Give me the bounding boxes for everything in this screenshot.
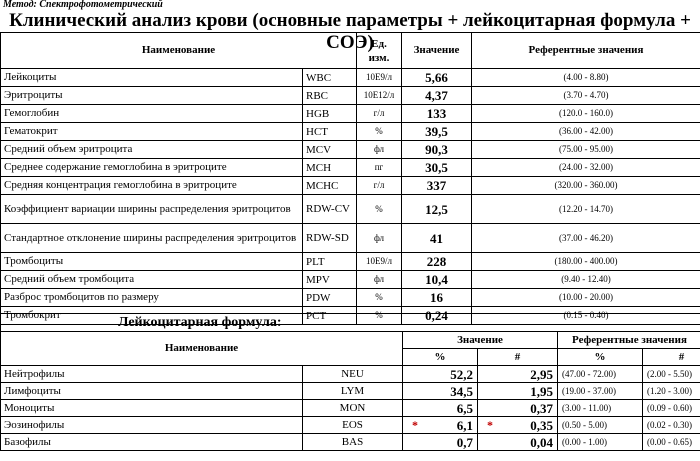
param-code: PDW [303, 289, 357, 307]
param-ref: (0.15 - 0.40) [472, 307, 700, 325]
leuko-subheader-abs: # [478, 349, 558, 366]
leuko-abs-cell [478, 434, 558, 451]
param-value: 30,5 [402, 159, 472, 177]
leuko-header-row [1, 332, 700, 349]
table-row [1, 195, 700, 224]
table-row [1, 271, 700, 289]
param-unit: % [357, 289, 402, 307]
leuko-ref-abs: (2.00 - 5.50) [643, 366, 700, 383]
param-value: 5,66 [402, 69, 472, 87]
leuko-code: EOS [303, 417, 403, 434]
param-value: 4,37 [402, 87, 472, 105]
param-code: MCHC [303, 177, 357, 195]
leuko-abs: 0,37 [530, 400, 554, 416]
table-row [1, 105, 700, 123]
leuko-abs-cell [478, 366, 558, 383]
leuko-ref-abs: (0.09 - 0.60) [643, 400, 700, 417]
header-value: Значение [402, 33, 472, 69]
leuko-abs: 1,95 [530, 383, 554, 399]
header-ref: Референтные значения [472, 33, 700, 69]
param-unit: фл [357, 141, 402, 159]
leuko-name: Базофилы [1, 434, 303, 451]
leuko-pct-cell [403, 434, 478, 451]
param-ref: (37.00 - 46.20) [472, 224, 700, 253]
param-value: 41 [402, 224, 472, 253]
leuko-code: MON [303, 400, 403, 417]
leuko-pct: 52,2 [450, 366, 474, 382]
leukocyte-formula-table [0, 313, 700, 451]
leuko-ref-pct: (0.00 - 1.00) [558, 434, 643, 451]
param-unit: пг [357, 159, 402, 177]
leuko-pct-cell [403, 400, 478, 417]
param-unit: г/л [357, 105, 402, 123]
leuko-ref-abs: (0.02 - 0.30) [643, 417, 700, 434]
param-name: Гемоглобин [1, 105, 303, 123]
param-name: Средний объем эритроцита [1, 141, 303, 159]
param-name: Коэффициент вариации ширины распределения эритроцитов [1, 195, 303, 224]
leuko-pct: 0,7 [456, 434, 474, 450]
leuko-subheader-pct: % [403, 349, 478, 366]
param-value: 39,5 [402, 123, 472, 141]
leuko-row [1, 366, 700, 383]
param-value: 12,5 [402, 195, 472, 224]
param-value: 228 [402, 253, 472, 271]
blood-test-table [0, 32, 700, 325]
flag-abs-marker: * [487, 417, 494, 432]
param-value: 90,3 [402, 141, 472, 159]
param-name: Эритроциты [1, 87, 303, 105]
param-name: Лейкоциты [1, 69, 303, 87]
param-code: MCH [303, 159, 357, 177]
param-name: Гематокрит [1, 123, 303, 141]
leuko-title-row [1, 314, 700, 332]
leuko-code: NEU [303, 366, 403, 383]
param-value: 16 [402, 289, 472, 307]
leuko-row [1, 417, 700, 434]
leuko-pct-cell [403, 417, 478, 434]
param-ref: (24.00 - 32.00) [472, 159, 700, 177]
table-row [1, 87, 700, 105]
param-code: PCT [303, 307, 357, 325]
param-ref: (3.70 - 4.70) [472, 87, 700, 105]
leuko-abs: 2,95 [530, 366, 554, 382]
leuko-ref-pct: (47.00 - 72.00) [558, 366, 643, 383]
param-name: Среднее содержание гемоглобина в эритроците [1, 159, 303, 177]
leuko-code: LYM [303, 383, 403, 400]
param-name: Стандартное отклонение ширины распределения эритроцитов [1, 224, 303, 253]
leuko-row [1, 400, 700, 417]
leuko-header-ref: Референтные значения [558, 332, 700, 349]
leuko-header-name: Наименование [1, 332, 403, 366]
leuko-abs: 0,35 [530, 417, 554, 433]
param-ref: (36.00 - 42.00) [472, 123, 700, 141]
param-ref: (12.20 - 14.70) [472, 195, 700, 224]
table-row [1, 177, 700, 195]
leuko-pct-cell [403, 383, 478, 400]
header-unit: Ед. изм. [357, 33, 402, 69]
leuko-name: Эозинофилы [1, 417, 303, 434]
param-unit: % [357, 123, 402, 141]
leuko-row [1, 383, 700, 400]
param-ref: (320.00 - 360.00) [472, 177, 700, 195]
param-name: Тромбоциты [1, 253, 303, 271]
table-row [1, 289, 700, 307]
leuko-ref-abs: (1.20 - 3.00) [643, 383, 700, 400]
leuko-abs-cell [478, 383, 558, 400]
param-name: Средняя концентрация гемоглобина в эритроците [1, 177, 303, 195]
flag-pct-marker: * [412, 417, 419, 432]
param-value: 337 [402, 177, 472, 195]
table-row [1, 224, 700, 253]
param-value: 0,24 [402, 307, 472, 325]
param-name: Средний объем тромбоцита [1, 271, 303, 289]
param-code: HGB [303, 105, 357, 123]
param-code: RBC [303, 87, 357, 105]
leuko-ref-pct: (0.50 - 5.00) [558, 417, 643, 434]
param-ref: (180.00 - 400.00) [472, 253, 700, 271]
param-value: 133 [402, 105, 472, 123]
param-unit: % [357, 195, 402, 224]
param-code: MCV [303, 141, 357, 159]
param-code: PLT [303, 253, 357, 271]
param-value: 10,4 [402, 271, 472, 289]
leuko-ref-abs: (0.00 - 0.65) [643, 434, 700, 451]
leuko-pct-cell [403, 366, 478, 383]
param-ref: (9.40 - 12.40) [472, 271, 700, 289]
param-ref: (10.00 - 20.00) [472, 289, 700, 307]
leuko-pct: 6,1 [456, 417, 474, 433]
table-row [1, 253, 700, 271]
report-title: Клинический анализ крови (основные параметры + лейкоцитарная формула + СОЭ) [9, 10, 691, 53]
param-unit: фл [357, 224, 402, 253]
param-code: MPV [303, 271, 357, 289]
leuko-row [1, 434, 700, 451]
leuko-header-value: Значение [403, 332, 558, 349]
header-name: Наименование [1, 33, 357, 69]
table-row [1, 69, 700, 87]
leuko-code: BAS [303, 434, 403, 451]
param-unit: 10E9/л [357, 69, 402, 87]
param-unit: % [357, 307, 402, 325]
table-row [1, 123, 700, 141]
param-ref: (75.00 - 95.00) [472, 141, 700, 159]
table-header-row [1, 33, 700, 69]
table-row [1, 159, 700, 177]
param-ref: (4.00 - 8.80) [472, 69, 700, 87]
param-name: Тромбокрит [1, 307, 303, 325]
method-label: Метод: Спектрофотометрический [3, 0, 163, 10]
param-code: HCT [303, 123, 357, 141]
leuko-abs-cell [478, 400, 558, 417]
leuko-pct: 34,5 [450, 383, 474, 399]
table-row [1, 141, 700, 159]
leuko-section-title: Лейкоцитарная формула: [1, 314, 403, 332]
param-code: RDW-SD [303, 224, 357, 253]
param-unit: 10E12/л [357, 87, 402, 105]
leuko-abs: 0,04 [530, 434, 554, 450]
leuko-ref-pct: (3.00 - 11.00) [558, 400, 643, 417]
leuko-pct: 6,5 [456, 400, 474, 416]
param-code: WBC [303, 69, 357, 87]
leuko-name: Моноциты [1, 400, 303, 417]
leuko-abs-cell [478, 417, 558, 434]
leuko-name: Лимфоциты [1, 383, 303, 400]
leuko-subheader-ref-pct: % [558, 349, 643, 366]
param-unit: 10E9/л [357, 253, 402, 271]
param-ref: (120.0 - 160.0) [472, 105, 700, 123]
param-unit: фл [357, 271, 402, 289]
leuko-name: Нейтрофилы [1, 366, 303, 383]
param-name: Разброс тромбоцитов по размеру [1, 289, 303, 307]
leuko-ref-pct: (19.00 - 37.00) [558, 383, 643, 400]
param-unit: г/л [357, 177, 402, 195]
param-code: RDW-CV [303, 195, 357, 224]
leuko-subheader-ref-abs: # [643, 349, 700, 366]
